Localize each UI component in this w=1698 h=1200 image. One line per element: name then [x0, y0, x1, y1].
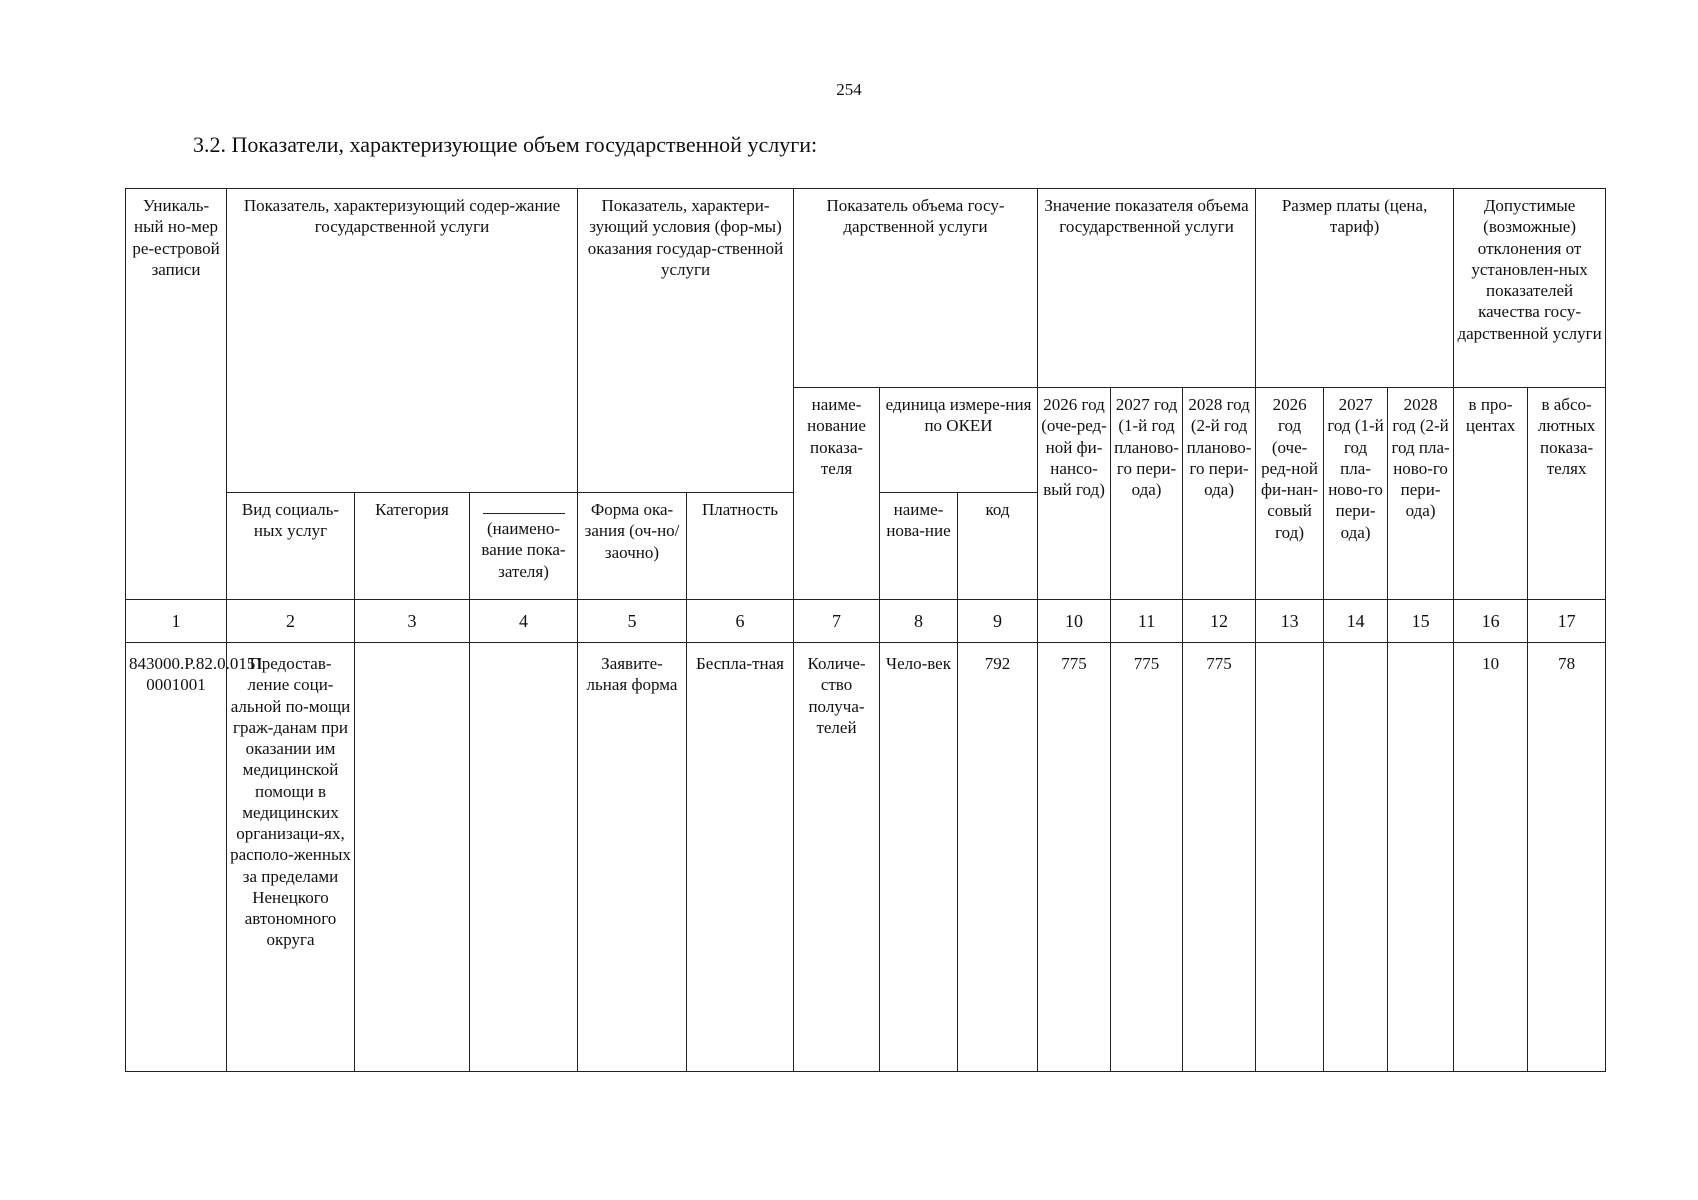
section-title: 3.2. Показатели, характеризующие объем государственной услуги: — [193, 132, 818, 157]
column-number: 11 — [1111, 600, 1183, 643]
table-row — [126, 643, 1606, 1072]
header-fee-2028: 2028 год (2-й год пла-ново-го пери-ода) — [1388, 388, 1454, 600]
column-number: 15 — [1388, 600, 1454, 643]
cell-value-2027: 775 — [1111, 643, 1183, 1072]
header-value-2028: 2028 год (2-й год планово-го пери-ода) — [1183, 388, 1256, 600]
header-indicator-name: наиме-нование показа-теля — [794, 388, 880, 600]
column-number: 12 — [1183, 600, 1256, 643]
column-number: 8 — [880, 600, 958, 643]
header-row-1 — [126, 189, 1606, 388]
cell-fee-2026 — [1256, 643, 1324, 1072]
column-number: 4 — [470, 600, 578, 643]
header-fee-2026: 2026 год (оче-ред-ной фи-нан-совый год) — [1256, 388, 1324, 600]
header-conditions-indicator: Показатель, характери-зующий условия (фор-мы) оказания государ-ственной услуги — [578, 189, 794, 493]
header-indicator-stub — [470, 493, 578, 600]
blank-line — [483, 513, 565, 514]
header-okei-unit: единица измере-ния по ОКЕИ — [880, 388, 1038, 493]
column-number: 2 — [227, 600, 355, 643]
header-in-absolute: в абсо-лютных показа-телях — [1528, 388, 1606, 600]
header-indicator-stub-label: (наимено-вание пока-зателя) — [481, 519, 566, 581]
column-number: 6 — [687, 600, 794, 643]
header-fee-2027: 2027 год (1-й год пла-ново-го пери-ода) — [1324, 388, 1388, 600]
header-value-2027: 2027 год (1-й год планово-го пери-ода) — [1111, 388, 1183, 600]
column-number-row — [126, 600, 1606, 643]
cell-unit-code: 792 — [958, 643, 1038, 1072]
header-social-service-type: Вид социаль-ных услуг — [227, 493, 355, 600]
column-number: 7 — [794, 600, 880, 643]
cell-value-2028: 775 — [1183, 643, 1256, 1072]
header-okei-name: наиме-нова-ние — [880, 493, 958, 600]
header-content-indicator: Показатель, характеризующий содер-жание государственной услуги — [227, 189, 578, 493]
header-volume-indicator: Показатель объема госу-дарственной услуги — [794, 189, 1038, 388]
cell-registry-number: 843000.Р.82.0.0151 0001001 — [126, 643, 227, 1072]
cell-provision-form: Заявите-льная форма — [578, 643, 687, 1072]
cell-value-2026: 775 — [1038, 643, 1111, 1072]
cell-deviation-absolute: 78 — [1528, 643, 1606, 1072]
cell-fee-2028 — [1388, 643, 1454, 1072]
column-number: 14 — [1324, 600, 1388, 643]
header-in-percent: в про-центах — [1454, 388, 1528, 600]
header-okei-code: код — [958, 493, 1038, 600]
column-number: 5 — [578, 600, 687, 643]
service-volume-table — [125, 188, 1606, 1072]
cell-deviation-percent: 10 — [1454, 643, 1528, 1072]
cell-fee-2027 — [1324, 643, 1388, 1072]
cell-unit-name: Чело-век — [880, 643, 958, 1072]
header-provision-form: Форма ока-зания (оч-но/заочно) — [578, 493, 687, 600]
cell-indicator-stub — [470, 643, 578, 1072]
cell-indicator-name: Количе-ство получа-телей — [794, 643, 880, 1072]
column-number: 16 — [1454, 600, 1528, 643]
header-category: Категория — [355, 493, 470, 600]
header-fee-size: Размер платы (цена, тариф) — [1256, 189, 1454, 388]
column-number: 13 — [1256, 600, 1324, 643]
column-number: 3 — [355, 600, 470, 643]
cell-payment: Беспла-тная — [687, 643, 794, 1072]
page-number: 254 — [836, 80, 862, 99]
header-volume-value: Значение показателя объема государственной услуги — [1038, 189, 1256, 388]
column-number: 10 — [1038, 600, 1111, 643]
column-number: 1 — [126, 600, 227, 643]
header-allowed-deviation: Допустимые (возможные) отклонения от установлен-ных показателей качества госу-дарственной услуги — [1454, 189, 1606, 388]
header-value-2026: 2026 год (оче-ред-ной фи-нансо-вый год) — [1038, 388, 1111, 600]
header-payment: Платность — [687, 493, 794, 600]
header-unique-number: Уникаль-ный но-мер ре-естровой записи — [126, 189, 227, 600]
cell-category — [355, 643, 470, 1072]
cell-service-type: Предостав-ление соци-альной по-мощи граж-данам при оказании им медицинской помощи в медицинских организаци-ях, располо-женных за пределами Ненецкого автономного округа — [227, 643, 355, 1072]
column-number: 9 — [958, 600, 1038, 643]
column-number: 17 — [1528, 600, 1606, 643]
